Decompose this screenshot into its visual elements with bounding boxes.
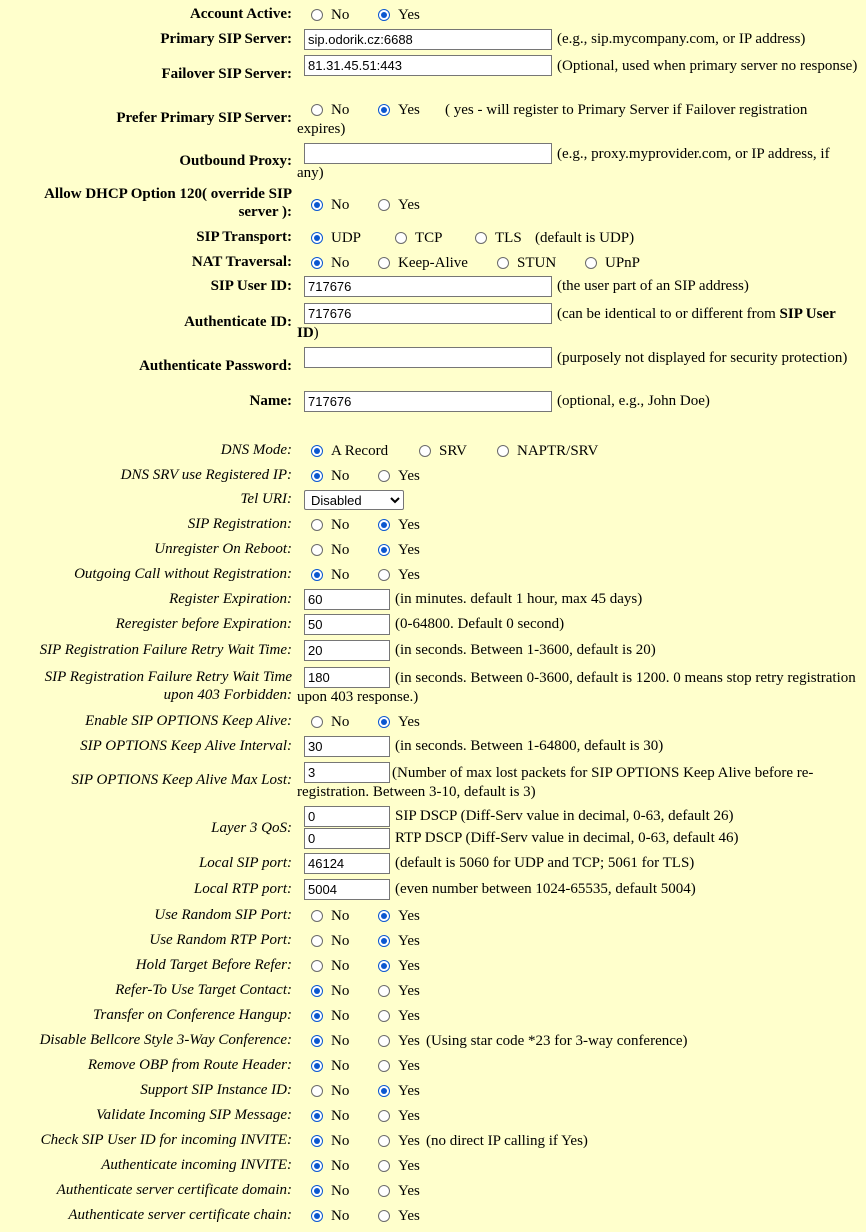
dns-mode-row: [0, 442, 866, 461]
check-user-id-hint: (no direct IP calling if Yes): [426, 1133, 588, 1149]
transfer-conf-no-radio[interactable]: [311, 1010, 323, 1022]
auth-cert-domain-yes-label: Yes: [398, 1183, 420, 1199]
hold-target-label: Hold Target Before Refer:: [135, 957, 292, 973]
sip-user-id-label: SIP User ID:: [210, 278, 292, 294]
reg-failure-retry-403-label-line1: SIP Registration Failure Retry Wait Time: [44, 669, 292, 685]
primary-sip-server-input[interactable]: [304, 29, 552, 50]
hold-target-no-label: No: [331, 958, 350, 974]
sip-instance-id-label: Support SIP Instance ID:: [140, 1082, 292, 1098]
options-interval-input[interactable]: [304, 736, 390, 757]
hold-target-no-radio[interactable]: [311, 960, 323, 972]
unregister-on-reboot-no-radio[interactable]: [311, 544, 323, 556]
register-expiration-row: [0, 589, 866, 611]
nat-traversal-stun-radio[interactable]: [497, 257, 509, 269]
random-sip-port-no-label: No: [331, 908, 350, 924]
dns-srv-registered-ip-no-radio[interactable]: [311, 470, 323, 482]
account-active-label: Account Active:: [189, 6, 292, 22]
options-interval-row: [0, 736, 866, 758]
account-active-yes-radio[interactable]: [378, 9, 390, 21]
outgoing-call-row: [0, 566, 866, 585]
dns-mode-srv-label: SRV: [439, 443, 467, 459]
auth-incoming-invite-no-radio[interactable]: [311, 1160, 323, 1172]
refer-to-no-radio[interactable]: [311, 985, 323, 997]
unregister-on-reboot-label: Unregister On Reboot:: [154, 541, 292, 557]
check-user-id-row: [0, 1132, 866, 1151]
nat-traversal-keepalive-label: Keep-Alive: [398, 255, 468, 271]
rtp-dscp-input[interactable]: [304, 828, 390, 849]
validate-incoming-label: Validate Incoming SIP Message:: [96, 1107, 292, 1123]
local-rtp-port-row: [0, 879, 866, 901]
auth-cert-chain-no-label: No: [331, 1208, 350, 1224]
prefer-primary-no-label: No: [331, 102, 350, 118]
remove-obp-no-label: No: [331, 1058, 350, 1074]
unregister-on-reboot-yes-label: Yes: [398, 542, 420, 558]
primary-sip-server-row: [0, 29, 866, 51]
remove-obp-yes-radio[interactable]: [378, 1060, 390, 1072]
options-keep-alive-no-radio[interactable]: [311, 716, 323, 728]
sip-instance-id-no-label: No: [331, 1083, 350, 1099]
prefer-primary-options: [297, 101, 858, 139]
failover-sip-server-label: Failover SIP Server:: [161, 66, 292, 82]
local-sip-port-row: [0, 853, 866, 875]
random-rtp-port-yes-radio[interactable]: [378, 935, 390, 947]
check-user-id-yes-radio[interactable]: [378, 1135, 390, 1147]
sip-instance-id-yes-label: Yes: [398, 1083, 420, 1099]
validate-incoming-no-label: No: [331, 1108, 350, 1124]
random-rtp-port-no-radio[interactable]: [311, 935, 323, 947]
authenticate-id-row: [0, 303, 866, 343]
bellcore-yes-label: Yes: [398, 1033, 420, 1049]
sip-instance-id-yes-radio[interactable]: [378, 1085, 390, 1097]
random-sip-port-row: [0, 907, 866, 926]
hold-target-yes-radio[interactable]: [378, 960, 390, 972]
dns-mode-label: DNS Mode:: [220, 442, 292, 458]
nat-traversal-row: [0, 254, 866, 273]
bellcore-label: Disable Bellcore Style 3-Way Conference:: [39, 1032, 292, 1048]
local-sip-port-hint: (default is 5060 for UDP and TCP; 5061 for TLS): [395, 855, 695, 871]
dns-srv-registered-ip-no-label: No: [331, 468, 350, 484]
auth-cert-domain-row: [0, 1182, 866, 1201]
dns-mode-naptr-radio[interactable]: [497, 445, 509, 457]
sip-user-id-hint: (the user part of an SIP address): [557, 278, 749, 294]
validate-incoming-yes-radio[interactable]: [378, 1110, 390, 1122]
authenticate-id-hint: [297, 305, 858, 343]
prefer-primary-label: Prefer Primary SIP Server:: [116, 110, 292, 126]
name-row: [0, 391, 866, 413]
check-user-id-no-radio[interactable]: [311, 1135, 323, 1147]
bellcore-hint: (Using star code *23 for 3-way conference): [426, 1033, 688, 1049]
sip-transport-hint: (default is UDP): [535, 230, 635, 246]
dns-srv-registered-ip-row: [0, 467, 866, 486]
options-max-lost-label: SIP OPTIONS Keep Alive Max Lost:: [71, 772, 292, 788]
layer3-qos-label: Layer 3 QoS:: [211, 820, 292, 836]
dhcp-option-120-label-line1: Allow DHCP Option 120( override SIP: [44, 186, 292, 202]
sip-transport-tls-label: TLS: [495, 230, 522, 246]
remove-obp-no-radio[interactable]: [311, 1060, 323, 1072]
authenticate-id-hint-post: ): [313, 325, 319, 341]
reg-failure-retry-input[interactable]: [304, 640, 390, 661]
random-rtp-port-yes-label: Yes: [398, 933, 420, 949]
local-rtp-port-input[interactable]: [304, 879, 390, 900]
reg-failure-retry-hint: (in seconds. Between 1-3600, default is 20): [395, 642, 656, 658]
random-rtp-port-row: [0, 932, 866, 951]
authenticate-id-hint-bold: SIP User ID: [297, 306, 836, 341]
reg-failure-retry-row: [0, 640, 866, 662]
rtp-dscp-hint: RTP DSCP (Diff-Serv value in decimal, 0-63, default 46): [395, 830, 739, 846]
nat-traversal-no-label: No: [331, 255, 350, 271]
name-hint: (optional, e.g., John Doe): [557, 393, 710, 409]
sip-instance-id-row: [0, 1082, 866, 1101]
outgoing-call-yes-radio[interactable]: [378, 569, 390, 581]
register-expiration-hint: (in minutes. default 1 hour, max 45 days): [395, 591, 643, 607]
validate-incoming-yes-label: Yes: [398, 1108, 420, 1124]
sip-instance-id-no-radio[interactable]: [311, 1085, 323, 1097]
failover-sip-server-hint: (Optional, used when primary server no response): [557, 58, 858, 74]
auth-cert-chain-no-radio[interactable]: [311, 1210, 323, 1222]
name-label: Name:: [249, 393, 292, 409]
tel-uri-label: Tel URI:: [240, 491, 292, 507]
nat-traversal-upnp-radio[interactable]: [585, 257, 597, 269]
remove-obp-yes-label: Yes: [398, 1058, 420, 1074]
reregister-input[interactable]: [304, 614, 390, 635]
options-keep-alive-yes-label: Yes: [398, 714, 420, 730]
random-sip-port-yes-radio[interactable]: [378, 910, 390, 922]
options-keep-alive-label: Enable SIP OPTIONS Keep Alive:: [85, 713, 292, 729]
transfer-conf-yes-radio[interactable]: [378, 1010, 390, 1022]
auth-cert-chain-yes-radio[interactable]: [378, 1210, 390, 1222]
reg-failure-retry-403-hint: (in seconds. Between 0-3600, default is 1200. 0 means stop retry registration upon 403 response.): [297, 670, 856, 705]
check-user-id-yes-label: Yes: [398, 1133, 420, 1149]
random-sip-port-label: Use Random SIP Port:: [154, 907, 292, 923]
random-rtp-port-label: Use Random RTP Port:: [149, 932, 292, 948]
auth-cert-chain-yes-label: Yes: [398, 1208, 420, 1224]
sip-transport-tcp-radio[interactable]: [395, 232, 407, 244]
reregister-label: Reregister before Expiration:: [115, 616, 292, 632]
dhcp-option-120-no-radio[interactable]: [311, 199, 323, 211]
primary-sip-server-hint: (e.g., sip.mycompany.com, or IP address): [557, 31, 806, 47]
reregister-hint: (0-64800. Default 0 second): [395, 616, 565, 632]
reg-failure-retry-403-row: [0, 667, 866, 707]
reg-failure-retry-label: SIP Registration Failure Retry Wait Time:: [39, 642, 292, 658]
check-user-id-label: Check SIP User ID for incoming INVITE:: [40, 1132, 292, 1148]
authenticate-id-hint-pre: (can be identical to or different from: [557, 306, 780, 322]
dns-mode-a-record-label: A Record: [331, 443, 389, 459]
transfer-conf-yes-label: Yes: [398, 1008, 420, 1024]
refer-to-yes-radio[interactable]: [378, 985, 390, 997]
dhcp-option-120-no-label: No: [331, 197, 350, 213]
nat-traversal-no-radio[interactable]: [311, 257, 323, 269]
auth-cert-domain-no-label: No: [331, 1183, 350, 1199]
sip-registration-no-label: No: [331, 517, 350, 533]
random-sip-port-no-radio[interactable]: [311, 910, 323, 922]
local-rtp-port-hint: (even number between 1024-65535, default 5004): [395, 881, 696, 897]
local-sip-port-input[interactable]: [304, 853, 390, 874]
auth-cert-domain-label: Authenticate server certificate domain:: [56, 1182, 292, 1198]
remove-obp-label: Remove OBP from Route Header:: [87, 1057, 292, 1073]
auth-cert-chain-label: Authenticate server certificate chain:: [68, 1207, 292, 1223]
random-rtp-port-no-label: No: [331, 933, 350, 949]
options-max-lost-hint: (Number of max lost packets for SIP OPTIONS Keep Alive before re-registration. Between 3-10, default is 3): [297, 765, 814, 800]
sip-dscp-hint: SIP DSCP (Diff-Serv value in decimal, 0-63, default 26): [395, 808, 734, 824]
validate-incoming-row: [0, 1107, 866, 1126]
layer3-qos-row: [0, 806, 866, 850]
auth-incoming-invite-yes-radio[interactable]: [378, 1160, 390, 1172]
dns-mode-srv-radio[interactable]: [419, 445, 431, 457]
dns-srv-registered-ip-yes-radio[interactable]: [378, 470, 390, 482]
primary-sip-server-label: Primary SIP Server:: [160, 31, 292, 47]
outbound-proxy-hint: (e.g., proxy.myprovider.com, or IP address, if any): [297, 146, 830, 181]
prefer-primary-row: [0, 101, 866, 139]
dhcp-option-120-yes-radio[interactable]: [378, 199, 390, 211]
sip-registration-yes-label: Yes: [398, 517, 420, 533]
sip-transport-row: [0, 229, 866, 248]
auth-incoming-invite-no-label: No: [331, 1158, 350, 1174]
reregister-row: [0, 614, 866, 636]
sip-user-id-row: [0, 276, 866, 298]
dns-srv-registered-ip-label: DNS SRV use Registered IP:: [120, 467, 292, 483]
account-active-no-radio[interactable]: [311, 9, 323, 21]
nat-traversal-keepalive-radio[interactable]: [378, 257, 390, 269]
authenticate-password-hint: (purposely not displayed for security protection): [557, 350, 848, 366]
remove-obp-row: [0, 1057, 866, 1076]
unregister-on-reboot-row: [0, 541, 866, 560]
bellcore-row: [0, 1032, 866, 1051]
options-keep-alive-yes-radio[interactable]: [378, 716, 390, 728]
prefer-primary-hint: ( yes - will register to Primary Server if Failover registration expires): [297, 102, 808, 137]
outbound-proxy-label: Outbound Proxy:: [179, 153, 292, 169]
options-max-lost-row: [0, 762, 866, 802]
nat-traversal-stun-label: STUN: [517, 255, 557, 271]
account-active-no-label: No: [331, 7, 350, 23]
auth-incoming-invite-label: Authenticate incoming INVITE:: [101, 1157, 292, 1173]
sip-registration-no-radio[interactable]: [311, 519, 323, 531]
sip-transport-udp-radio[interactable]: [311, 232, 323, 244]
refer-to-label: Refer-To Use Target Contact:: [115, 982, 292, 998]
outgoing-call-yes-label: Yes: [398, 567, 420, 583]
sip-registration-row: [0, 516, 866, 535]
tel-uri-row: [0, 490, 866, 511]
nat-traversal-upnp-label: UPnP: [605, 255, 641, 271]
tel-uri-select[interactable]: [304, 490, 404, 510]
bellcore-yes-radio[interactable]: [378, 1035, 390, 1047]
auth-incoming-invite-row: [0, 1157, 866, 1176]
dns-mode-naptr-label: NAPTR/SRV: [517, 443, 599, 459]
hold-target-yes-label: Yes: [398, 958, 420, 974]
unregister-on-reboot-no-label: No: [331, 542, 350, 558]
random-sip-port-yes-label: Yes: [398, 908, 420, 924]
prefer-primary-yes-label: Yes: [398, 102, 420, 118]
authenticate-password-row: [0, 347, 866, 387]
auth-cert-domain-no-radio[interactable]: [311, 1185, 323, 1197]
transfer-conf-row: [0, 1007, 866, 1026]
auth-cert-chain-row: [0, 1207, 866, 1226]
unregister-on-reboot-yes-radio[interactable]: [378, 544, 390, 556]
sip-dscp-input[interactable]: [304, 806, 390, 827]
reg-failure-retry-403-label-line2: upon 403 Forbidden:: [163, 687, 292, 703]
local-rtp-port-label: Local RTP port:: [193, 881, 292, 897]
outgoing-call-no-radio[interactable]: [311, 569, 323, 581]
sip-transport-tcp-label: TCP: [415, 230, 443, 246]
register-expiration-input[interactable]: [304, 589, 390, 610]
hold-target-row: [0, 957, 866, 976]
refer-to-row: [0, 982, 866, 1001]
account-active-row: [0, 6, 866, 25]
auth-incoming-invite-yes-label: Yes: [398, 1158, 420, 1174]
nat-traversal-label: NAT Traversal:: [191, 254, 292, 270]
sip-transport-tls-radio[interactable]: [475, 232, 487, 244]
options-keep-alive-row: [0, 713, 866, 732]
dhcp-option-120-row: [0, 186, 866, 222]
failover-sip-server-row: [0, 55, 866, 95]
sip-registration-label: SIP Registration:: [187, 516, 292, 532]
sip-user-id-input[interactable]: [304, 276, 552, 297]
name-input[interactable]: [304, 391, 552, 412]
auth-cert-domain-yes-radio[interactable]: [378, 1185, 390, 1197]
dns-srv-registered-ip-yes-label: Yes: [398, 468, 420, 484]
refer-to-yes-label: Yes: [398, 983, 420, 999]
authenticate-password-label: Authenticate Password:: [139, 358, 292, 374]
transfer-conf-label: Transfer on Conference Hangup:: [92, 1007, 292, 1023]
sip-transport-label: SIP Transport:: [196, 229, 292, 245]
register-expiration-label: Register Expiration:: [169, 591, 292, 607]
refer-to-no-label: No: [331, 983, 350, 999]
bellcore-no-radio[interactable]: [311, 1035, 323, 1047]
outbound-proxy-row: [0, 143, 866, 183]
sip-registration-yes-radio[interactable]: [378, 519, 390, 531]
options-interval-hint: (in seconds. Between 1-64800, default is 30): [395, 738, 664, 754]
validate-incoming-no-radio[interactable]: [311, 1110, 323, 1122]
outgoing-call-no-label: No: [331, 567, 350, 583]
sip-transport-udp-label: UDP: [331, 230, 362, 246]
dns-mode-a-record-radio[interactable]: [311, 445, 323, 457]
check-user-id-no-label: No: [331, 1133, 350, 1149]
dhcp-option-120-label-line2: server ):: [238, 204, 292, 220]
bellcore-no-label: No: [331, 1033, 350, 1049]
transfer-conf-no-label: No: [331, 1008, 350, 1024]
authenticate-id-label: Authenticate ID:: [184, 314, 292, 330]
local-sip-port-label: Local SIP port:: [198, 855, 292, 871]
options-interval-label: SIP OPTIONS Keep Alive Interval:: [80, 738, 292, 754]
options-keep-alive-no-label: No: [331, 714, 350, 730]
account-active-yes-label: Yes: [398, 7, 420, 23]
dhcp-option-120-yes-label: Yes: [398, 197, 420, 213]
outgoing-call-label: Outgoing Call without Registration:: [74, 566, 292, 582]
